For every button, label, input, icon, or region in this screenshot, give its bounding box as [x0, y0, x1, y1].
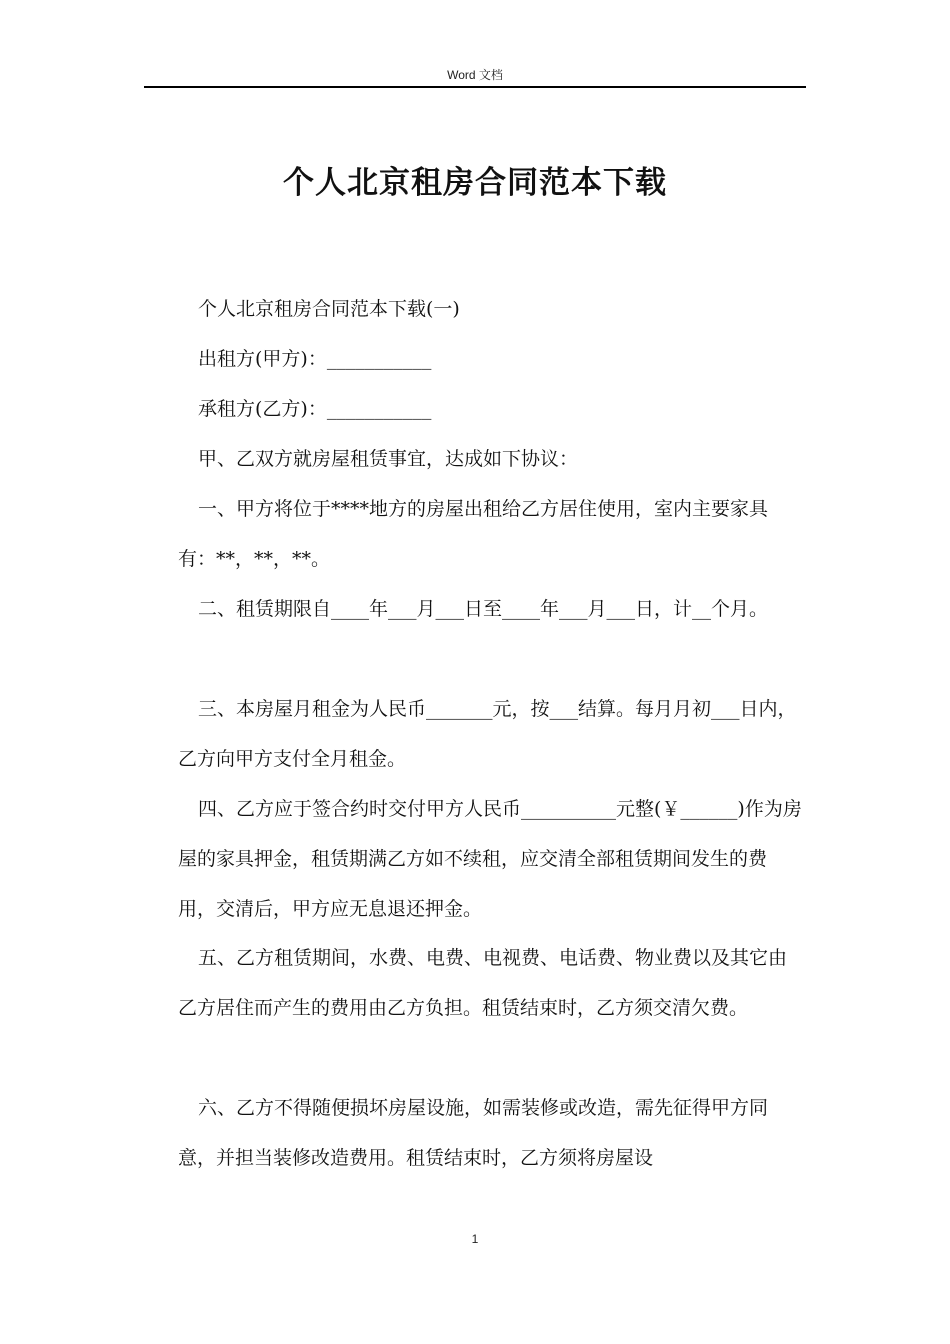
- paragraph-clause-2: 二、租赁期限自____年___月___日至____年___月___日，计__个月。: [198, 598, 769, 620]
- paragraph-clause-4: 四、乙方应于签合约时交付甲方人民币__________元整(￥______)作为房屋的家具押金，租赁期满乙方如不续租，应交清全部租赁期间发生的费用，交清后，甲方应无息退还押金。: [178, 798, 802, 920]
- paragraph-lessor: 出租方(甲方)：___________: [198, 348, 432, 370]
- page-number: 1: [471, 1232, 479, 1246]
- document-title: 个人北京租房合同范本下载: [283, 165, 667, 201]
- paragraph-lessee: 承租方(乙方)：___________: [198, 398, 432, 420]
- paragraph-subtitle: 个人北京租房合同范本下载(一): [198, 298, 460, 320]
- paragraph-clause-5: 五、乙方租赁期间，水费、电费、电视费、电话费、物业费以及其它由乙方居住而产生的费用由乙方负担。租赁结束时，乙方须交清欠费。: [178, 947, 788, 1019]
- paragraph-agreement: 甲、乙双方就房屋租赁事宜，达成如下协议：: [198, 448, 579, 470]
- paragraph-clause-1: 一、甲方将位于****地方的房屋出租给乙方居住使用，室内主要家具有：**，**，**。: [178, 498, 769, 570]
- paragraph-clause-6: 六、乙方不得随便损坏房屋设施，如需装修或改造，需先征得甲方同意，并担当装修改造费用。租赁结束时，乙方须将房屋设: [178, 1097, 769, 1169]
- paragraph-clause-3: 三、本房屋月租金为人民币_______元，按___结算。每月月初___日内，乙方向甲方支付全月租金。: [178, 698, 797, 770]
- header-divider: [144, 86, 806, 88]
- header-text: Word 文档: [447, 68, 503, 82]
